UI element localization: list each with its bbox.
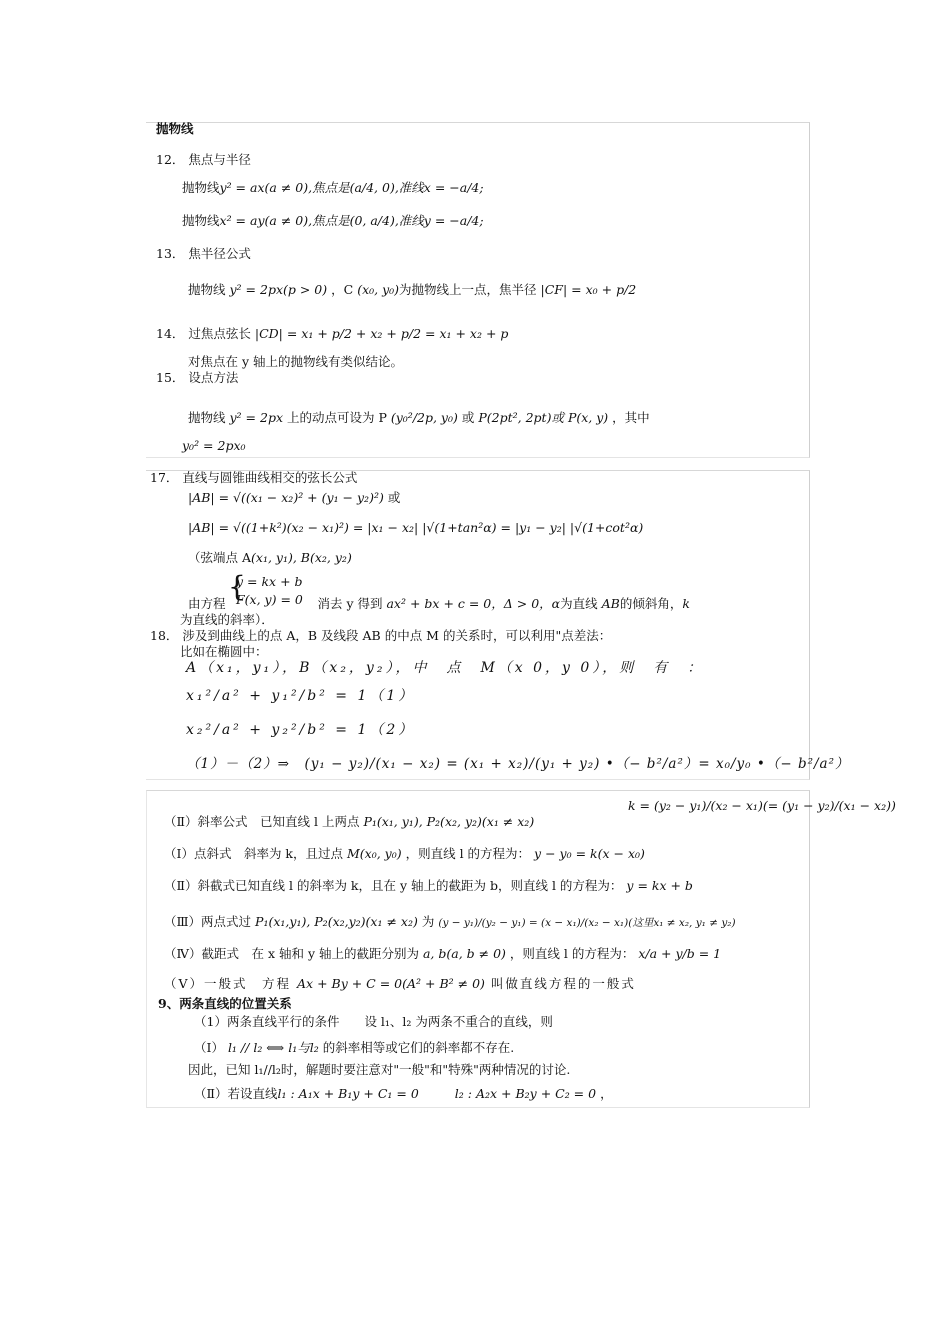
- m-d: (y₀²/2p, y₀): [390, 410, 458, 425]
- brace-icon: {: [228, 570, 246, 603]
- tail: ，则直线 l 的方程为：: [405, 846, 531, 861]
- math: |CD| = x₁ + p/2 + x₂ + p/2 = x₁ + x₂ + p: [254, 326, 509, 341]
- parallel-note: 因此，已知 l₁//l₂时，解题时要注意对"一般"和"特殊"两种情况的讨论.: [188, 1062, 571, 1077]
- line-2: l₂ : A₂x + B₂y + C₂ = 0: [454, 1086, 597, 1101]
- m-f: P(2pt², 2pt)或: [478, 410, 564, 425]
- t-head: 由方程: [188, 596, 226, 611]
- general-form: [164, 976, 636, 992]
- item-17-endpoints: [188, 550, 352, 566]
- sys-line-2: F(x, y) = 0: [236, 592, 303, 607]
- label: （Ⅰ）点斜式 斜率为 k，且过点: [164, 846, 343, 861]
- m-eq: ax² + bx + c = 0，Δ > 0，α: [386, 596, 561, 611]
- item-17-title: 17． 直线与圆锥曲线相交的弦长公式: [150, 470, 358, 485]
- t-mid: 消去 y 得到: [317, 596, 383, 611]
- point-slope-form: [164, 846, 645, 862]
- tail: ，则直线 l 的方程为：: [509, 946, 635, 961]
- parallel-case-1: [194, 1040, 514, 1056]
- sys-line-1: y = kx + b: [236, 574, 303, 589]
- equation: y − y₀ = k(x − x₀): [534, 846, 645, 861]
- t-tail2: 的倾斜角，: [619, 596, 683, 611]
- points: P₁(x₁,y₁), P₂(x₂,y₂)(x₁ ≠ x₂): [255, 914, 418, 929]
- item-12-formula-a: [182, 180, 484, 196]
- intercept-form: [164, 946, 721, 962]
- label: （弦端点 A: [188, 550, 252, 565]
- section-heading-parabola: 抛物线: [156, 121, 194, 136]
- equation: (y − y₁)/(y₂ − y₁) = (x − x₁)/(x₂ − x₁)(这里x₁ ≠ x₂, y₁ ≠ y₂): [438, 917, 736, 929]
- m-k: k: [682, 596, 690, 611]
- item-17-elim: [188, 596, 690, 612]
- m-f: |CF| = x₀ + p/2: [540, 282, 637, 297]
- t-tail: 为直线: [560, 596, 598, 611]
- label: （Ⅱ）斜截式已知直线 l 的斜率为 k，且在 y 轴上的截距为 b，则直线 l 的方程为：: [164, 878, 623, 893]
- item-17-formula-1: [188, 490, 400, 506]
- item-12-formula-b: [182, 213, 484, 229]
- slope-formula: [164, 814, 534, 830]
- label: （Ⅰ）: [194, 1040, 224, 1055]
- slope-intercept-form: [164, 878, 693, 894]
- m-b: y² = 2px(p > 0): [229, 282, 328, 297]
- math: y² = ax(a ≠ 0),焦点是(a/4, 0),准线x = −a/4;: [219, 180, 484, 195]
- parallel-condition: （1）两条直线平行的条件 设 l₁、l₂ 为两条不重合的直线，则: [194, 1014, 553, 1029]
- item-17-formula-2: |AB| = √((1+k²)(x₂ − x₁)²) = |x₁ − x₂| |√(1+tan²α) = |y₁ − y₂| |√(1+cot²α): [188, 520, 644, 535]
- item-13-formula: [188, 282, 636, 298]
- item-14-note: 对焦点在 y 轴上的抛物线有类似结论。: [188, 354, 404, 369]
- parallel-case-2: [194, 1086, 613, 1102]
- mid: 为: [421, 914, 435, 929]
- m-ab: AB: [601, 596, 620, 611]
- label: （Ⅳ）截距式 在 x 轴和 y 轴上的截距分别为: [164, 946, 419, 961]
- t-e: 为抛物线上一点，焦半径: [399, 282, 537, 297]
- label: （Ⅲ）两点式过: [164, 914, 252, 929]
- item-18-points: A（x₁，y₁），B（x₂，y₂），中 点 M（x 0，y 0），则 有 ：: [186, 660, 705, 676]
- point: M(x₀, y₀): [346, 846, 402, 861]
- item-18-eq2: x₂²/a² + y₂²/b² = 1（2）: [186, 722, 416, 738]
- slope-formula-k: k = (y₂ − y₁)/(x₂ − x₁)(= (y₁ − y₂)/(x₁ − x₂)): [628, 798, 896, 813]
- label: （Ⅱ）若设直线: [194, 1086, 278, 1101]
- item-17-slope-note: 为直线的斜率）．: [180, 612, 274, 627]
- label: （Ⅱ）斜率公式 已知直线 l 上两点: [164, 814, 360, 829]
- math: x² = ay(a ≠ 0),焦点是(0, a/4),准线y = −a/4;: [219, 213, 484, 228]
- line-1: l₁ : A₁x + B₁y + C₁ = 0: [277, 1086, 419, 1101]
- item-18-sub: 比如在椭圆中：: [180, 644, 268, 659]
- t-h: ，其中: [612, 410, 650, 425]
- item-15-formula-cont: y₀² = 2px₀: [182, 438, 246, 453]
- math: (x₁, y₁), B(x₂, y₂): [251, 550, 352, 565]
- tail: ，: [600, 1086, 613, 1101]
- intercepts: a, b(a, b ≠ 0): [422, 946, 506, 961]
- item-14-title: [156, 326, 508, 342]
- label: 抛物线: [182, 180, 220, 195]
- section-heading-line-relations: 9、两条直线的位置关系: [158, 996, 292, 1011]
- item-15-formula: [188, 410, 650, 426]
- m-g: P(x, y): [567, 410, 609, 425]
- item-12-title: 12． 焦点与半径: [156, 152, 251, 167]
- item-18-eq1: x₁²/a² + y₁²/b² = 1（1）: [186, 688, 416, 704]
- t-e: 或: [461, 410, 475, 425]
- m-d: (x₀, y₀): [357, 282, 400, 297]
- item-18-title: 18． 涉及到曲线上的点 A，B 及线段 AB 的中点 M 的关系时，可以利用"点差法：: [150, 628, 612, 643]
- equation: y = kx + b: [626, 878, 693, 893]
- item-15-title: 15． 设点方法: [156, 370, 239, 385]
- t-c: ，C: [331, 282, 354, 297]
- t-a: 抛物线: [188, 410, 226, 425]
- t-c: 上的动点可设为 P: [286, 410, 387, 425]
- two-point-form: [164, 914, 736, 931]
- equation: x/a + y/b = 1: [638, 946, 722, 961]
- label: 14． 过焦点弦长: [156, 326, 251, 341]
- label: 抛物线: [182, 213, 220, 228]
- math: l₁ // l₂ ⟺ l₁与l₂: [227, 1040, 319, 1055]
- t-a: 抛物线: [188, 282, 226, 297]
- m-b: y² = 2px: [229, 410, 283, 425]
- suffix: 或: [387, 490, 401, 505]
- label: （Ⅴ）一般式 方程: [164, 976, 292, 991]
- item-13-title: 13． 焦半径公式: [156, 246, 251, 261]
- equation: Ax + By + C = 0(A² + B² ≠ 0): [297, 976, 485, 991]
- item-18-eq3: （1）－（2）⇒ (y₁ − y₂)/(x₁ − x₂) = (x₁ + x₂)/(y₁ + y₂) •（− b²/a²）= x₀/y₀ •（− b²/a²）: [186, 756, 850, 772]
- math: |AB| = √((x₁ − x₂)² + (y₁ − y₂)²): [188, 490, 384, 505]
- points: P₁(x₁, y₁), P₂(x₂, y₂)(x₁ ≠ x₂): [363, 814, 535, 829]
- tail: 的斜率相等或它们的斜率都不存在.: [322, 1040, 515, 1055]
- tail: 叫做直线方程的一般式: [490, 976, 636, 991]
